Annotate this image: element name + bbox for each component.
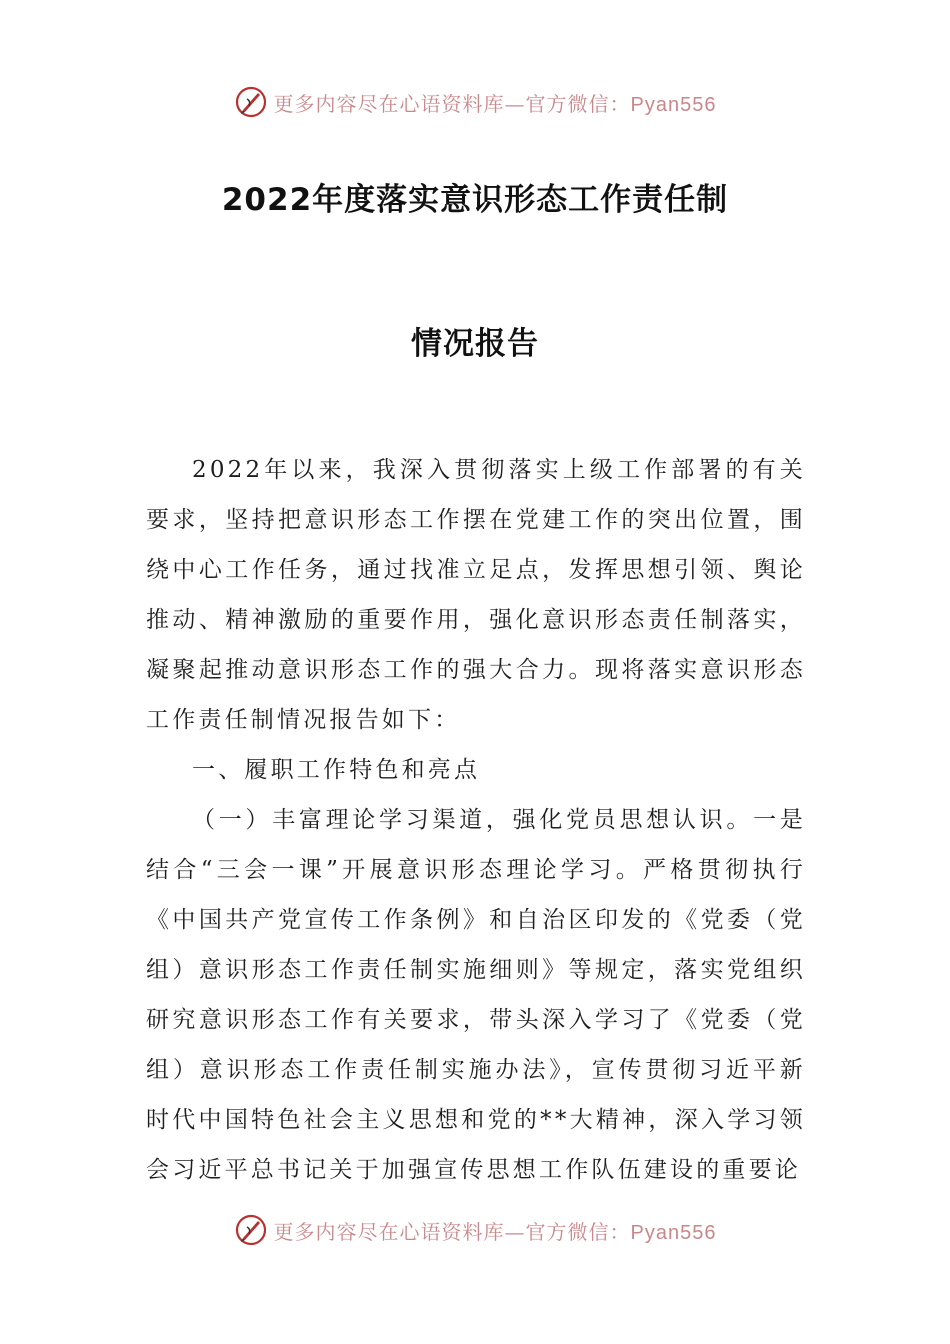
watermark-contact-id: Pyan556 — [630, 93, 717, 116]
watermark-dash: — — [504, 91, 526, 116]
quill-seal-icon — [234, 1213, 268, 1247]
document-title-line2: 情况报告 — [411, 326, 539, 362]
watermark-footer — [0, 1210, 950, 1250]
watermark-contact-label: 官方微信： — [525, 91, 631, 116]
watermark-text: 更多内容尽在心语资料库 — [273, 1219, 505, 1244]
watermark-contact-id: Pyan556 — [630, 1221, 717, 1244]
watermark-text: 更多内容尽在心语资料库 — [273, 91, 505, 116]
document-title-line1: 2022年度落实意识形态工作责任制 — [221, 182, 729, 218]
subsection-paragraph: （一）丰富理论学习渠道，强化党员思想认识。一是结合“三会一课”开展意识形态理论学习。严格贯彻执行《中国共产党宣传工作条例》和自治区印发的《党委（党组）意识形态工作责任制实施细则》等规定，落实党组织研究意识形态工作有关要求，带头深入学习了《党委（党组）意识形态工作责任制实施办法》，宣传贯彻习近平新时代中国特色社会主义思想和党的**大精神，深入学习领会习近平总书记关于加强宣传思想工作队伍建设的重要论 — [146, 807, 806, 1183]
quill-seal-icon — [234, 85, 268, 119]
watermark-dash: — — [504, 1219, 526, 1244]
document-body — [146, 445, 806, 1195]
watermark-header — [0, 82, 950, 122]
section-heading: 一、履职工作特色和亮点 — [192, 757, 481, 783]
watermark-contact-label: 官方微信： — [525, 1219, 631, 1244]
intro-paragraph: 2022年以来，我深入贯彻落实上级工作部署的有关要求，坚持把意识形态工作摆在党建工作的突出位置，围绕中心工作任务，通过找准立足点，发挥思想引领、舆论推动、精神激励的重要作用，强化意识形态责任制落实，凝聚起推动意识形态工作的强大合力。现将落实意识形态工作责任制情况报告如下： — [146, 457, 806, 733]
